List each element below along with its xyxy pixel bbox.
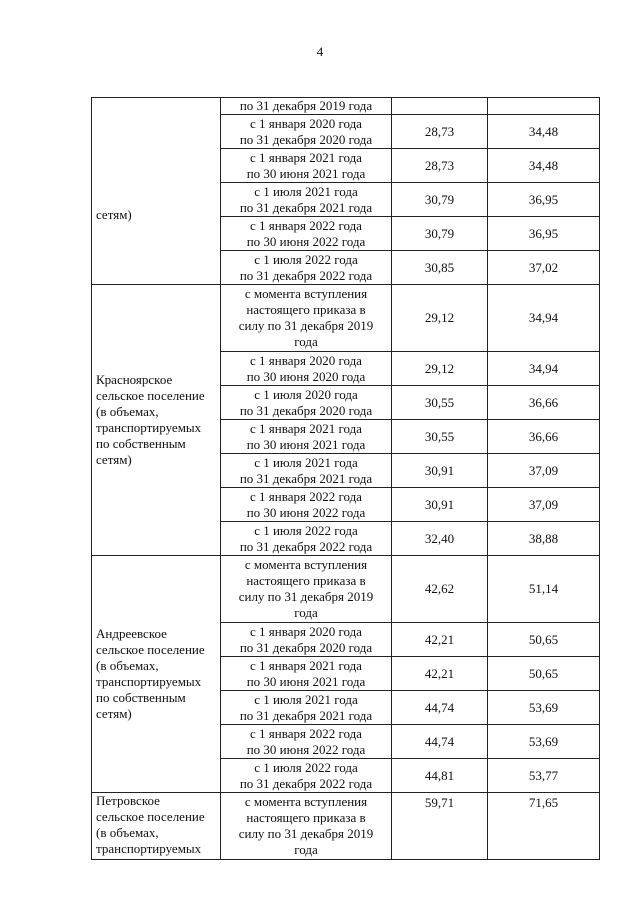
tariff-value-cell: 29,12 (392, 352, 488, 386)
tariff-value-cell: 30,55 (392, 386, 488, 420)
period-line: силу по 31 декабря 2019 (238, 318, 374, 333)
tariff-value-cell: 30,79 (392, 217, 488, 251)
period-cell (221, 352, 392, 386)
period-line: по 31 декабря 2020 года (239, 131, 373, 147)
period-cell (221, 386, 392, 420)
settlement-line: сетям) (96, 706, 132, 721)
period-cell (221, 183, 392, 217)
settlement-line: Красноярское (96, 372, 173, 387)
tariff-value-cell: 30,79 (392, 183, 488, 217)
tariff-value-cell: 30,91 (392, 454, 488, 488)
period-line: по 31 декабря 2022 года (239, 267, 373, 283)
period-line: по 31 декабря 2021 года (239, 470, 373, 486)
tariff-table-body (92, 98, 600, 860)
settlement-cell (92, 556, 221, 793)
tariff-value-with-vat-cell: 36,66 (488, 420, 600, 454)
settlement-line: (в объемах, (96, 825, 159, 840)
tariff-value-cell: 42,21 (392, 657, 488, 691)
period-line: с 1 января 2022 года (250, 488, 362, 504)
settlement-line: сетям) (96, 207, 132, 222)
tariff-value-cell: 30,85 (392, 251, 488, 285)
settlement-line (96, 191, 216, 207)
settlement-line: по собственным (96, 436, 186, 451)
tariff-value-with-vat-cell: 53,69 (488, 691, 600, 725)
period-line: года (294, 334, 318, 349)
tariff-value-cell: 28,73 (392, 149, 488, 183)
settlement-line: транспортируемых (96, 674, 202, 689)
table-row (92, 556, 600, 623)
tariff-value-cell: 42,21 (392, 623, 488, 657)
settlement-cell (92, 98, 221, 285)
period-cell (221, 522, 392, 556)
period-cell (221, 285, 392, 352)
period-cell (221, 556, 392, 623)
period-line: с 1 января 2022 года (250, 217, 362, 233)
table-row (92, 98, 600, 115)
tariff-value-cell: 32,40 (392, 522, 488, 556)
period-cell (221, 691, 392, 725)
period-line: по 31 декабря 2020 года (239, 402, 373, 418)
tariff-value-with-vat-cell: 36,95 (488, 183, 600, 217)
tariff-value-cell: 29,12 (392, 285, 488, 352)
tariff-value-with-vat-cell: 50,65 (488, 623, 600, 657)
settlement-line: сетям) (96, 452, 132, 467)
settlement-line: (в объемах, (96, 404, 159, 419)
period-line: с 1 января 2021 года (250, 149, 362, 165)
period-line: года (294, 605, 318, 620)
tariff-value-cell: 59,71 (392, 793, 488, 860)
period-cell (221, 98, 392, 115)
settlement-line: по собственным (96, 690, 186, 705)
tariff-value-cell: 28,73 (392, 115, 488, 149)
tariff-value-cell: 44,81 (392, 759, 488, 793)
period-line: года (294, 842, 318, 857)
table-row (92, 793, 600, 860)
settlement-line (96, 175, 216, 191)
tariff-value-with-vat-cell: 37,09 (488, 488, 600, 522)
period-line: с 1 июля 2022 года (254, 251, 358, 267)
settlement-line: сельское поселение (96, 809, 205, 824)
period-cell (221, 725, 392, 759)
period-line: по 31 декабря 2021 года (239, 707, 373, 723)
tariff-value-cell: 30,55 (392, 420, 488, 454)
tariff-value-with-vat-cell: 38,88 (488, 522, 600, 556)
settlement-cell (92, 285, 221, 556)
tariff-value-with-vat-cell: 37,09 (488, 454, 600, 488)
tariff-value-with-vat-cell: 34,94 (488, 285, 600, 352)
tariff-value-cell: 42,62 (392, 556, 488, 623)
tariff-value-with-vat-cell: 36,66 (488, 386, 600, 420)
tariff-value-with-vat-cell: 34,94 (488, 352, 600, 386)
period-line: с 1 июля 2021 года (254, 691, 358, 707)
period-line: с 1 июля 2021 года (254, 454, 358, 470)
settlement-line: транспортируемых (96, 841, 202, 856)
period-line: с 1 июля 2021 года (254, 183, 358, 199)
period-line: с 1 июля 2022 года (254, 522, 358, 538)
period-line: с момента вступления (244, 794, 368, 809)
period-line: настоящего приказа в (246, 302, 366, 317)
period-cell (221, 115, 392, 149)
period-line: настоящего приказа в (246, 573, 366, 588)
period-line: по 31 декабря 2022 года (239, 775, 373, 791)
tariff-value-with-vat-cell: 50,65 (488, 657, 600, 691)
period-line: по 31 декабря 2022 года (239, 538, 373, 554)
period-line: с 1 января 2020 года (250, 115, 362, 131)
period-cell (221, 251, 392, 285)
period-line: по 30 июня 2020 года (246, 368, 366, 384)
period-line: с момента вступления (244, 286, 368, 301)
period-line: по 30 июня 2021 года (246, 436, 366, 452)
settlement-line: сельское поселение (96, 642, 205, 657)
period-cell (221, 657, 392, 691)
period-line: силу по 31 декабря 2019 (238, 826, 374, 841)
period-cell (221, 759, 392, 793)
period-line: настоящего приказа в (246, 810, 366, 825)
settlement-line: Петровское (96, 793, 160, 808)
period-cell (221, 217, 392, 251)
period-line: по 30 июня 2021 года (246, 673, 366, 689)
tariff-value-cell (392, 98, 488, 115)
tariff-value-with-vat-cell (488, 98, 600, 115)
settlement-line: сельское поселение (96, 388, 205, 403)
period-cell (221, 149, 392, 183)
tariff-value-cell: 44,74 (392, 691, 488, 725)
settlement-cell (92, 793, 221, 860)
tariff-value-with-vat-cell: 51,14 (488, 556, 600, 623)
period-line: с момента вступления (244, 557, 368, 572)
tariff-value-with-vat-cell: 37,02 (488, 251, 600, 285)
settlement-line (96, 159, 216, 175)
tariff-value-with-vat-cell: 36,95 (488, 217, 600, 251)
settlement-line: (в объемах, (96, 658, 159, 673)
period-line: по 31 декабря 2021 года (239, 199, 373, 215)
tariff-table (91, 97, 600, 860)
tariff-value-cell: 44,74 (392, 725, 488, 759)
period-line: по 30 июня 2022 года (246, 504, 366, 520)
period-line: по 31 декабря 2019 года (239, 98, 373, 113)
settlement-line: Андреевское (96, 626, 167, 641)
tariff-value-with-vat-cell: 34,48 (488, 115, 600, 149)
period-cell (221, 488, 392, 522)
period-line: силу по 31 декабря 2019 (238, 589, 374, 604)
period-line: с 1 января 2020 года (250, 623, 362, 639)
period-line: по 30 июня 2021 года (246, 165, 366, 181)
period-line: с 1 января 2022 года (250, 725, 362, 741)
period-line: по 30 июня 2022 года (246, 741, 366, 757)
period-cell (221, 623, 392, 657)
period-line: по 30 июня 2022 года (246, 233, 366, 249)
period-cell (221, 454, 392, 488)
period-cell (221, 420, 392, 454)
tariff-value-with-vat-cell: 53,77 (488, 759, 600, 793)
tariff-value-with-vat-cell: 34,48 (488, 149, 600, 183)
period-line: с 1 июля 2020 года (254, 386, 358, 402)
tariff-value-with-vat-cell: 71,65 (488, 793, 600, 860)
tariff-value-with-vat-cell: 53,69 (488, 725, 600, 759)
period-line: с 1 января 2020 года (250, 352, 362, 368)
period-line: с 1 января 2021 года (250, 420, 362, 436)
page-number: 4 (316, 44, 324, 59)
settlement-line: транспортируемых (96, 420, 202, 435)
tariff-value-cell: 30,91 (392, 488, 488, 522)
period-cell (221, 793, 392, 860)
period-line: с 1 июля 2022 года (254, 759, 358, 775)
period-line: по 31 декабря 2020 года (239, 639, 373, 655)
table-row (92, 285, 600, 352)
period-line: с 1 января 2021 года (250, 657, 362, 673)
